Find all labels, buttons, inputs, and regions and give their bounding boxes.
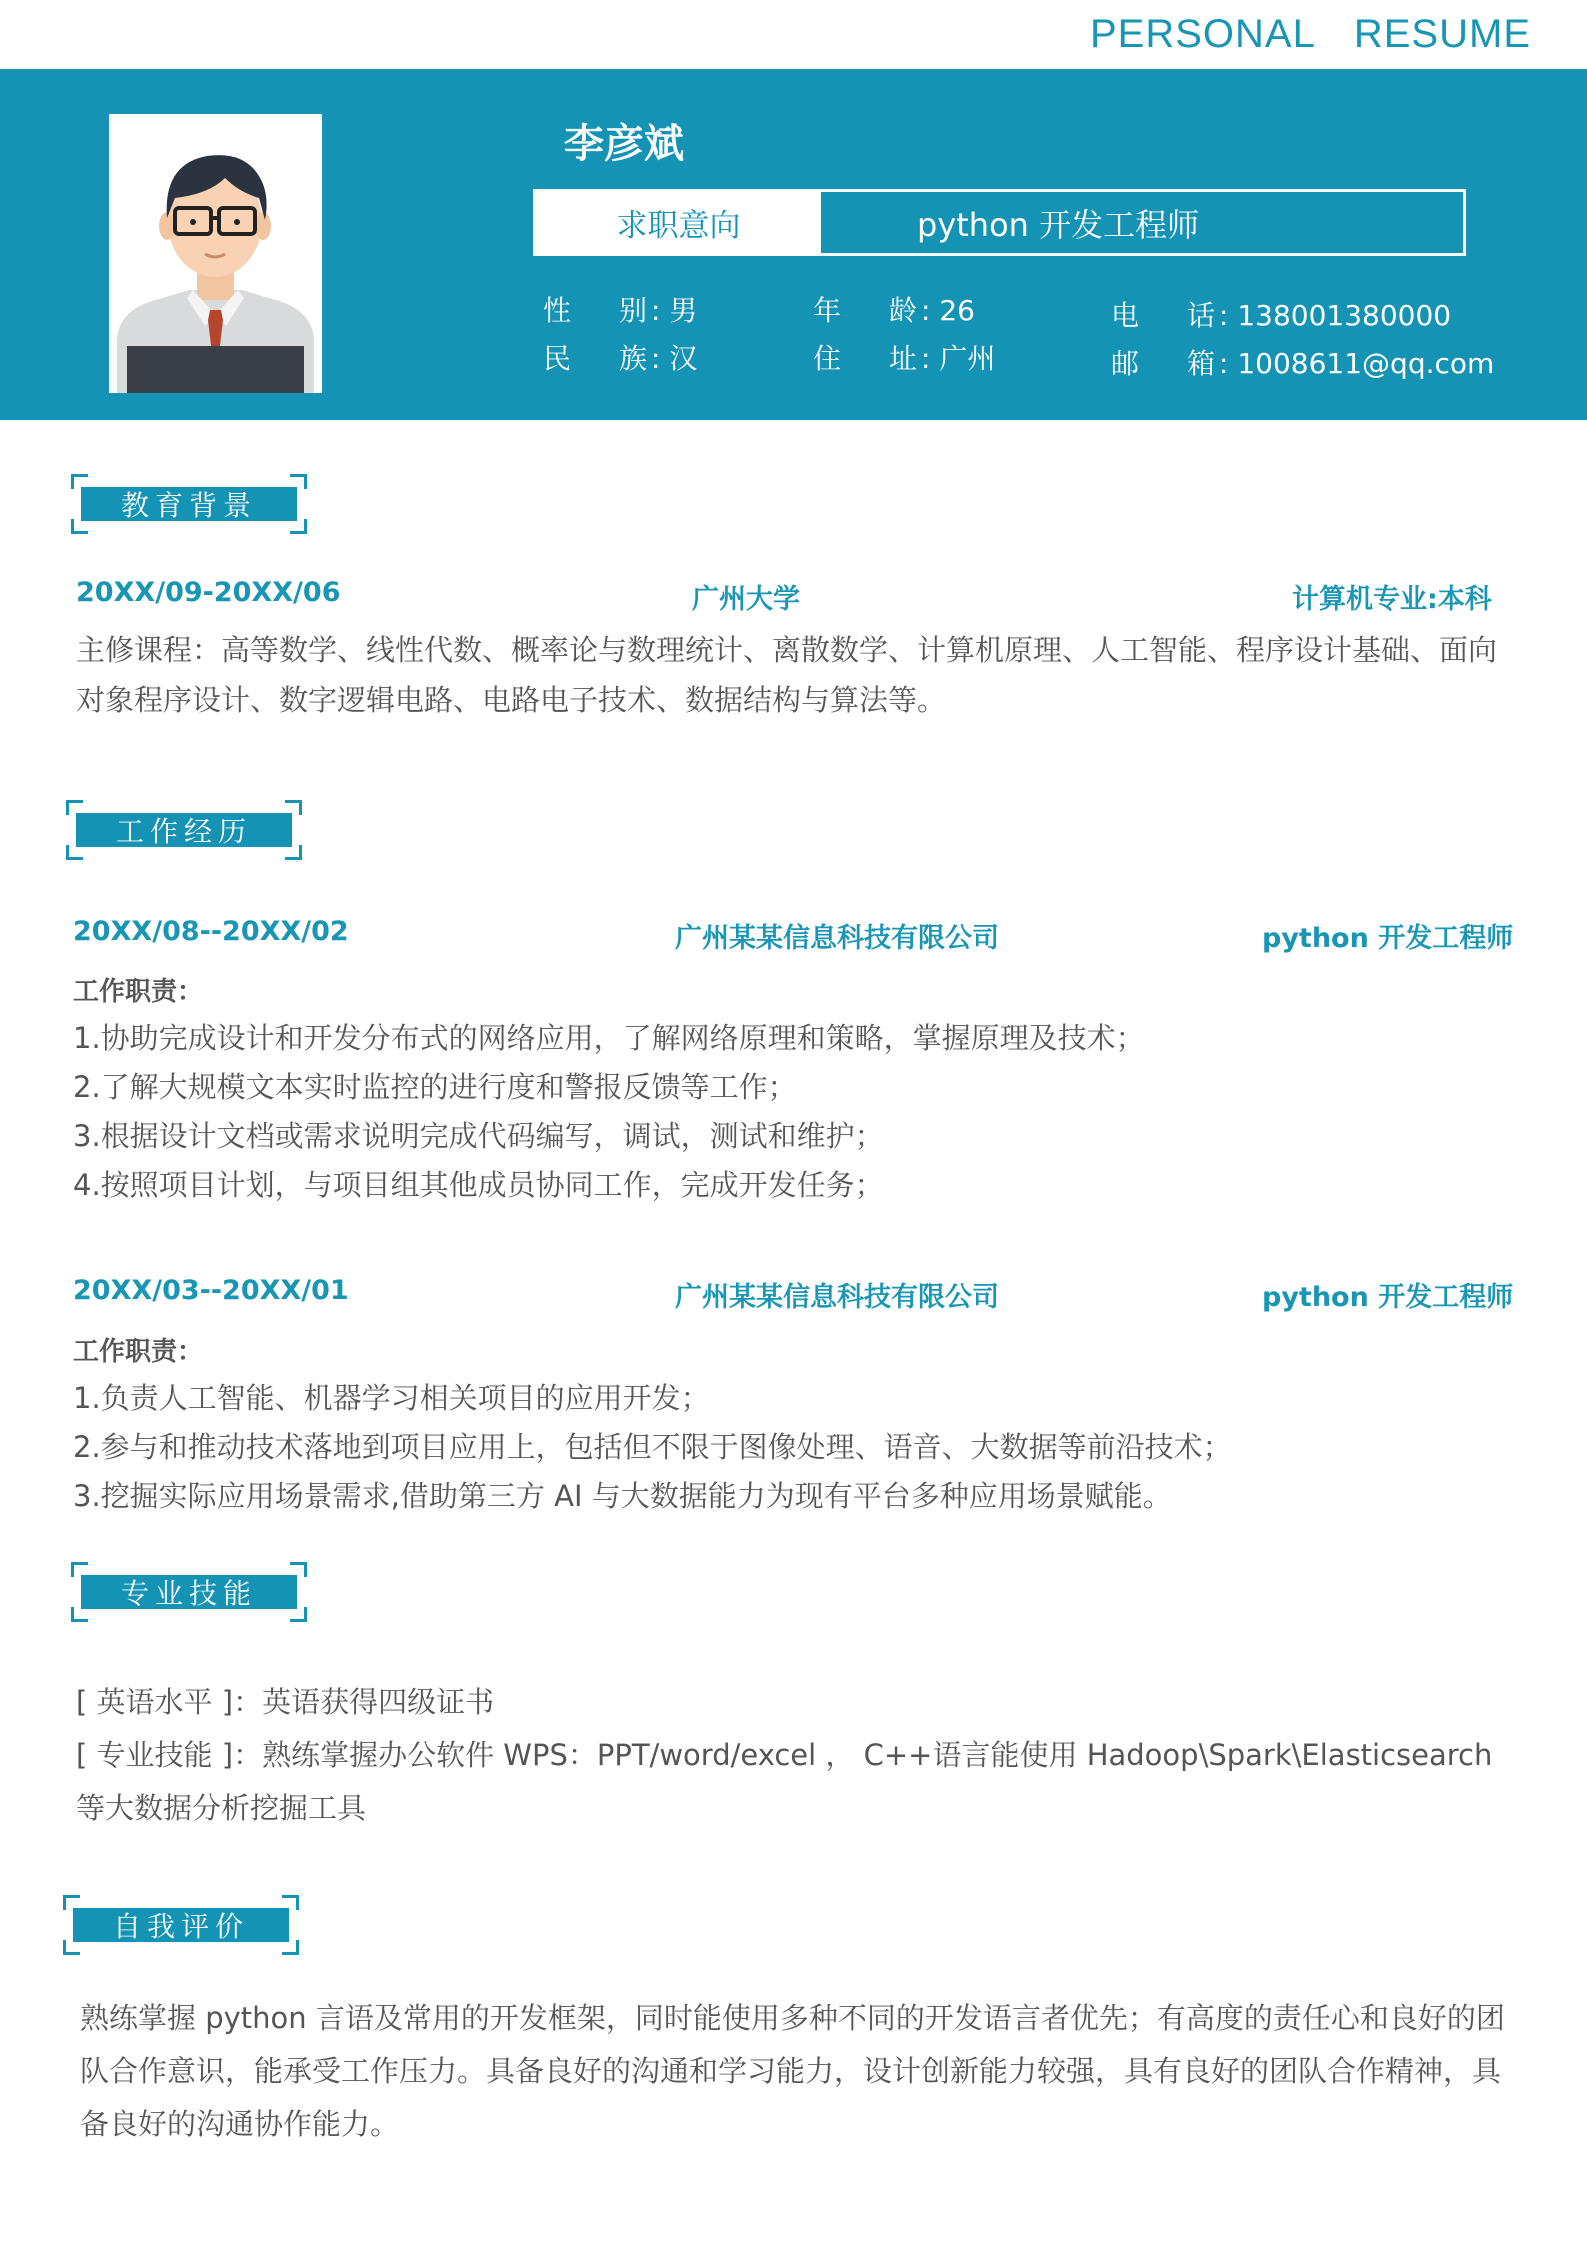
skill-professional: [ 专业技能 ]：熟练掌握办公软件 WPS：PPT/word/excel ， C++语言能使用 Hadoop\Spark\Elasticsearch	[76, 1738, 1493, 1772]
phone-label: 电话	[1111, 299, 1215, 332]
phone-field	[1111, 294, 1451, 334]
avatar	[109, 114, 322, 393]
section-header-self-eval	[63, 1895, 299, 1955]
job-duty-item: 3.挖掘实际应用场景需求,借助第三方 AI 与大数据能力为现有平台多种应用场景赋能。	[73, 1479, 1172, 1513]
resume-title-word2: RESUME	[1353, 12, 1531, 56]
job-company: 广州某某信息科技有限公司	[675, 1282, 999, 1313]
age-field	[813, 289, 975, 329]
address-colon: :	[921, 342, 931, 375]
section-header-education	[71, 474, 307, 534]
ethnicity-label: 民族	[543, 342, 647, 375]
resume-title	[1090, 12, 1531, 57]
ethnicity-field	[543, 337, 697, 377]
resume-title-word1: PERSONAL	[1090, 12, 1316, 56]
email-label: 邮箱	[1111, 347, 1215, 380]
self-eval-text: 熟练掌握 python 言语及常用的开发框架，同时能使用多种不同的开发语言者优先；有高度的责任心和良好的团队合作意识，能承受工作压力。具备良好的沟通和学习能力，设计创新能力较强，具有良好的团队合作精神，具备良好的沟通协作能力。	[80, 2001, 1505, 2141]
businessman-avatar-icon	[109, 114, 322, 393]
phone-colon: :	[1219, 299, 1229, 332]
job-duty-item: 1.负责人工智能、机器学习相关项目的应用开发；	[73, 1381, 710, 1415]
gender-value: 男	[669, 294, 698, 327]
skill-professional-cont: 等大数据分析挖掘工具	[76, 1791, 367, 1825]
section-header-work	[66, 800, 302, 860]
age-value: 26	[939, 294, 975, 327]
gender-label: 性别	[543, 294, 647, 327]
education-courses: 主修课程：高等数学、线性代数、概率论与数理统计、离散数学、计算机原理、人工智能、程序设计基础、面向对象程序设计、数字逻辑电路、电路电子技术、数据结构与算法等。	[76, 633, 1498, 717]
section-title-education: 教育背景	[81, 487, 297, 521]
job-duty-item: 2.参与和推动技术落地到项目应用上，包括但不限于图像处理、语音、大数据等前沿技术；	[73, 1430, 1232, 1464]
job-company: 广州某某信息科技有限公司	[675, 923, 999, 954]
education-period: 20XX/09-20XX/06	[76, 577, 341, 608]
address-field	[813, 337, 995, 377]
email-field	[1111, 342, 1494, 382]
skill-english: [ 英语水平 ]：英语获得四级证书	[76, 1685, 495, 1719]
job-period: 20XX/08--20XX/02	[73, 916, 349, 947]
ethnicity-value: 汉	[669, 342, 698, 375]
job-duty-label: 工作职责：	[73, 1337, 204, 1367]
job-duty-label: 工作职责：	[73, 977, 204, 1007]
address-label: 住址	[813, 342, 917, 375]
education-major: 计算机专业:本科	[1292, 584, 1492, 615]
job-intent-value: python 开发工程师	[917, 205, 1200, 244]
education-school: 广州大学	[692, 584, 800, 615]
job-duty-item: 3.根据设计文档或需求说明完成代码编写，调试，测试和维护；	[73, 1119, 884, 1153]
address-value: 广州	[939, 342, 996, 375]
job-intent-label: 求职意向	[536, 192, 821, 253]
candidate-name: 李彦斌	[564, 121, 684, 167]
ethnicity-colon: :	[651, 342, 661, 375]
job-duty-item: 2.了解大规模文本实时监控的进行度和警报反馈等工作；	[73, 1070, 797, 1104]
age-colon: :	[921, 294, 931, 327]
section-title-self-eval: 自我评价	[73, 1908, 289, 1942]
job-intent-box	[533, 189, 1466, 256]
gender-field	[543, 289, 697, 329]
gender-colon: :	[651, 294, 661, 327]
section-title-work: 工作经历	[76, 813, 292, 847]
job-role: python 开发工程师	[1262, 1282, 1514, 1313]
phone-value: 138001380000	[1237, 299, 1452, 332]
email-colon: :	[1219, 347, 1229, 380]
section-title-skills: 专业技能	[81, 1575, 297, 1609]
email-value: 1008611@qq.com	[1237, 347, 1495, 380]
job-period: 20XX/03--20XX/01	[73, 1275, 349, 1306]
job-role: python 开发工程师	[1262, 923, 1514, 954]
age-label: 年龄	[813, 294, 917, 327]
job-duty-item: 1.协助完成设计和开发分布式的网络应用，了解网络原理和策略，掌握原理及技术；	[73, 1021, 1145, 1055]
section-header-skills	[71, 1562, 307, 1622]
job-duty-item: 4.按照项目计划，与项目组其他成员协同工作，完成开发任务；	[73, 1168, 884, 1202]
